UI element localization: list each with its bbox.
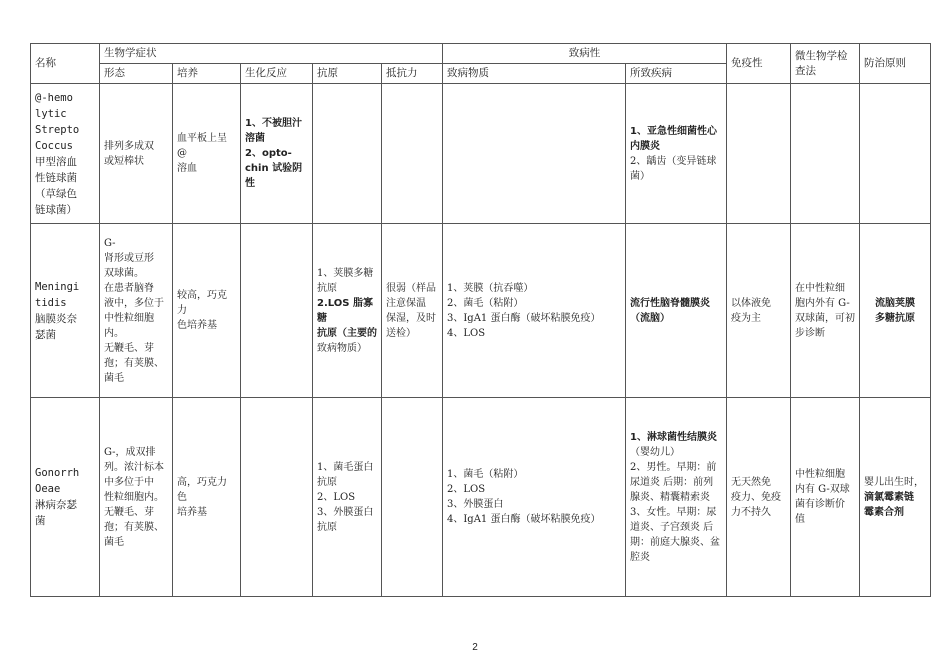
- cell-culture: [173, 224, 241, 398]
- cell-line: 腺炎、精囊精索炎: [630, 491, 710, 503]
- cell-line: 溶菌: [245, 133, 265, 144]
- cell-line: 肾形或豆形: [104, 252, 154, 264]
- header-bio-traits: 生物学症状: [100, 44, 443, 64]
- cell-line: 孢；有荚膜、: [104, 521, 164, 533]
- cell-resistance: [382, 84, 443, 224]
- cell-line: 无鞭毛、芽: [104, 506, 154, 518]
- cell-diseases: [626, 84, 727, 224]
- cell-line: 菌）: [630, 170, 650, 182]
- cell-line: 瑟菌: [35, 328, 56, 341]
- header-morphology: 形态: [100, 64, 173, 84]
- cell-line: （婴幼儿）: [630, 446, 680, 458]
- header-culture: 培养: [173, 64, 241, 84]
- cell-line: 无天然免: [731, 476, 771, 488]
- header-immunity: 免疫性: [727, 44, 791, 84]
- cell-line: 抗原: [317, 476, 337, 488]
- cell-immunity: [727, 398, 791, 597]
- cell-line: 1、菌毛（粘附）: [447, 469, 524, 480]
- cell-line: 力不持久: [731, 506, 771, 518]
- cell-line: 性粒细胞内。: [104, 491, 164, 503]
- cell-line: 菌有诊断价: [795, 499, 845, 510]
- cell-line: 在患者脑脊: [104, 282, 154, 294]
- cell-morphology: [100, 84, 173, 224]
- cell-substances: [443, 224, 626, 398]
- cell-line: 抗原（主要的: [317, 327, 377, 339]
- cell-line: 步诊断: [795, 327, 825, 339]
- cell-name: [31, 398, 100, 597]
- cell-line: 中多位于中: [104, 476, 154, 488]
- cell-line: 高，巧克力色: [177, 476, 227, 503]
- cell-line: 很弱（样品: [386, 282, 436, 294]
- cell-biochem: [241, 224, 313, 398]
- cell-line: tidis: [35, 296, 67, 309]
- cell-line: 脑膜炎奈: [35, 312, 77, 325]
- cell-line: 腔炎: [630, 551, 650, 563]
- cell-line: 4、LOS: [447, 327, 486, 339]
- cell-culture: [173, 84, 241, 224]
- cell-line: 霉素合剂: [864, 506, 904, 518]
- cell-line: 双球菌，可初: [795, 312, 855, 324]
- cell-line: 胞内外有 G-: [795, 297, 850, 309]
- cell-line: 淋病奈瑟: [35, 499, 77, 511]
- cell-line: 2、LOS: [317, 491, 356, 503]
- cell-name: [31, 84, 100, 224]
- cell-line: 3、女性。早期：尿: [630, 506, 717, 518]
- header-pathogenicity: 致病性: [443, 44, 727, 64]
- cell-line: chin 试验阴: [245, 163, 303, 174]
- cell-line: 3、外膜蛋白: [317, 506, 374, 518]
- cell-line: 值: [795, 514, 805, 525]
- cell-antigen: [313, 84, 382, 224]
- cell-antigen: [313, 398, 382, 597]
- cell-line: 菌毛: [104, 536, 124, 548]
- table-row: [31, 84, 931, 224]
- cell-line: 性链球菌: [35, 171, 77, 184]
- cell-line: 流脑荚膜: [875, 297, 915, 309]
- cell-line: Coccus: [35, 139, 73, 152]
- cell-line: 致病物质）: [317, 342, 367, 354]
- cell-immunity: [727, 84, 791, 224]
- cell-line: 内膜炎: [630, 140, 660, 152]
- cell-line: 疫为主: [731, 312, 761, 324]
- cell-line: 2.LOS 脂寡糖: [317, 297, 373, 324]
- cell-line: 色培养基: [177, 320, 217, 331]
- header-biochem: 生化反应: [241, 64, 313, 84]
- cell-line: 菌毛: [104, 372, 124, 384]
- cell-line: 尿道炎 后期：前列: [630, 476, 714, 488]
- cell-resistance: [382, 398, 443, 597]
- table-row: [31, 224, 931, 398]
- cell-line: 或短棒状: [104, 155, 144, 167]
- header-micro-exam: 微生物学检 查法: [791, 44, 860, 84]
- cell-line: 滴氯霉素链: [864, 491, 914, 503]
- cell-line: 抗原: [317, 521, 337, 533]
- cell-line: 无鞭毛、芽: [104, 342, 154, 354]
- cell-substances: [443, 84, 626, 224]
- header-pathogenic-substances: 致病物质: [443, 64, 626, 84]
- cell-line: 3、外膜蛋白: [447, 499, 504, 510]
- cell-line: 血平板上呈@: [177, 133, 227, 159]
- pathogen-table: [30, 43, 931, 597]
- cell-line: 内。: [104, 327, 124, 339]
- cell-prevention: [860, 84, 931, 224]
- header-antigen: 抗原: [313, 64, 382, 84]
- cell-line: 中性粒细胞: [104, 312, 154, 324]
- cell-immunity: [727, 224, 791, 398]
- cell-line: 菌: [35, 515, 46, 527]
- cell-antigen: [313, 224, 382, 398]
- cell-prevention: [860, 224, 931, 398]
- cell-resistance: [382, 224, 443, 398]
- cell-line: 2、龋齿（变异链球: [630, 155, 717, 167]
- cell-line: 1、淋球菌性结膜炎: [630, 431, 717, 443]
- cell-line: 2、男性。早期：前: [630, 461, 717, 473]
- cell-line: 2、opto-: [245, 148, 292, 159]
- cell-line: 1、不被胆汁: [245, 118, 302, 129]
- cell-line: @-hemo: [35, 91, 73, 104]
- cell-line: 道炎、子宫颈炎 后: [630, 521, 714, 533]
- cell-line: 2、LOS: [447, 484, 486, 495]
- cell-line: 培养基: [177, 506, 207, 518]
- cell-line: G-，成双排: [104, 446, 156, 458]
- cell-line: （流脑）: [630, 312, 670, 324]
- cell-line: 保湿，及时: [386, 312, 436, 324]
- cell-morphology: [100, 398, 173, 597]
- cell-line: 期：前庭大腺炎、盆: [630, 536, 720, 548]
- cell-exam: [791, 398, 860, 597]
- cell-line: G-: [104, 237, 116, 249]
- cell-line: 溶血: [177, 163, 197, 174]
- cell-line: 甲型溶血: [35, 155, 77, 168]
- cell-name: [31, 224, 100, 398]
- cell-line: 双球菌。: [104, 267, 144, 279]
- cell-line: 1、荚膜多糖: [317, 267, 374, 279]
- cell-line: 流行性脑脊髓膜炎: [630, 297, 710, 309]
- cell-biochem: [241, 84, 313, 224]
- header-resistance: 抵抗力: [382, 64, 443, 84]
- cell-line: lytic: [35, 107, 67, 120]
- cell-line: 1、菌毛蛋白: [317, 461, 374, 473]
- cell-line: 液中，多位于: [104, 297, 164, 309]
- cell-line: 4、IgA1 蛋白酶（破坏粘膜免疫）: [447, 514, 601, 525]
- cell-biochem: [241, 398, 313, 597]
- cell-line: 送检）: [386, 327, 416, 339]
- cell-line: Strepto: [35, 123, 80, 136]
- cell-morphology: [100, 224, 173, 398]
- cell-line: 多糖抗原: [875, 312, 915, 324]
- cell-line: 疫力、免疫: [731, 491, 781, 503]
- cell-line: Oeae: [35, 483, 61, 495]
- cell-line: 婴儿出生时，: [864, 476, 924, 488]
- cell-diseases: [626, 224, 727, 398]
- cell-line: 列。浓汁标本: [104, 461, 164, 473]
- cell-line: 中性粒细胞: [795, 469, 845, 480]
- cell-line: 3、IgA1 蛋白酶（破坏粘膜免疫）: [447, 312, 601, 324]
- table-row: [31, 398, 931, 597]
- cell-prevention: [860, 398, 931, 597]
- cell-line: 在中性粒细: [795, 282, 845, 294]
- cell-line: 抗原: [317, 282, 337, 294]
- cell-line: Gonorrh: [35, 467, 80, 479]
- cell-line: 2、菌毛（粘附）: [447, 297, 524, 309]
- cell-line: 以体液免: [731, 297, 771, 309]
- cell-exam: [791, 224, 860, 398]
- header-prevention: 防治原则: [860, 44, 931, 84]
- cell-line: 注意保温: [386, 297, 426, 309]
- cell-line: 较高，巧克力: [177, 290, 227, 316]
- cell-line: 1、荚膜（抗吞噬）: [447, 282, 534, 294]
- cell-substances: [443, 398, 626, 597]
- cell-line: 排列多成双: [104, 140, 154, 152]
- cell-line: 1、亚急性细菌性心: [630, 125, 717, 137]
- cell-exam: [791, 84, 860, 224]
- cell-line: 链球菌）: [35, 203, 77, 216]
- cell-line: 性: [245, 178, 255, 189]
- cell-culture: [173, 398, 241, 597]
- cell-line: Meningi: [35, 280, 80, 293]
- cell-line: （草绿色: [35, 187, 77, 200]
- cell-diseases: [626, 398, 727, 597]
- header-diseases: 所致疾病: [626, 64, 727, 84]
- cell-line: 孢；有荚膜、: [104, 357, 164, 369]
- header-name: 名称: [31, 44, 100, 84]
- cell-line: 内有 G-双球: [795, 484, 850, 495]
- page-number: 2: [472, 642, 478, 653]
